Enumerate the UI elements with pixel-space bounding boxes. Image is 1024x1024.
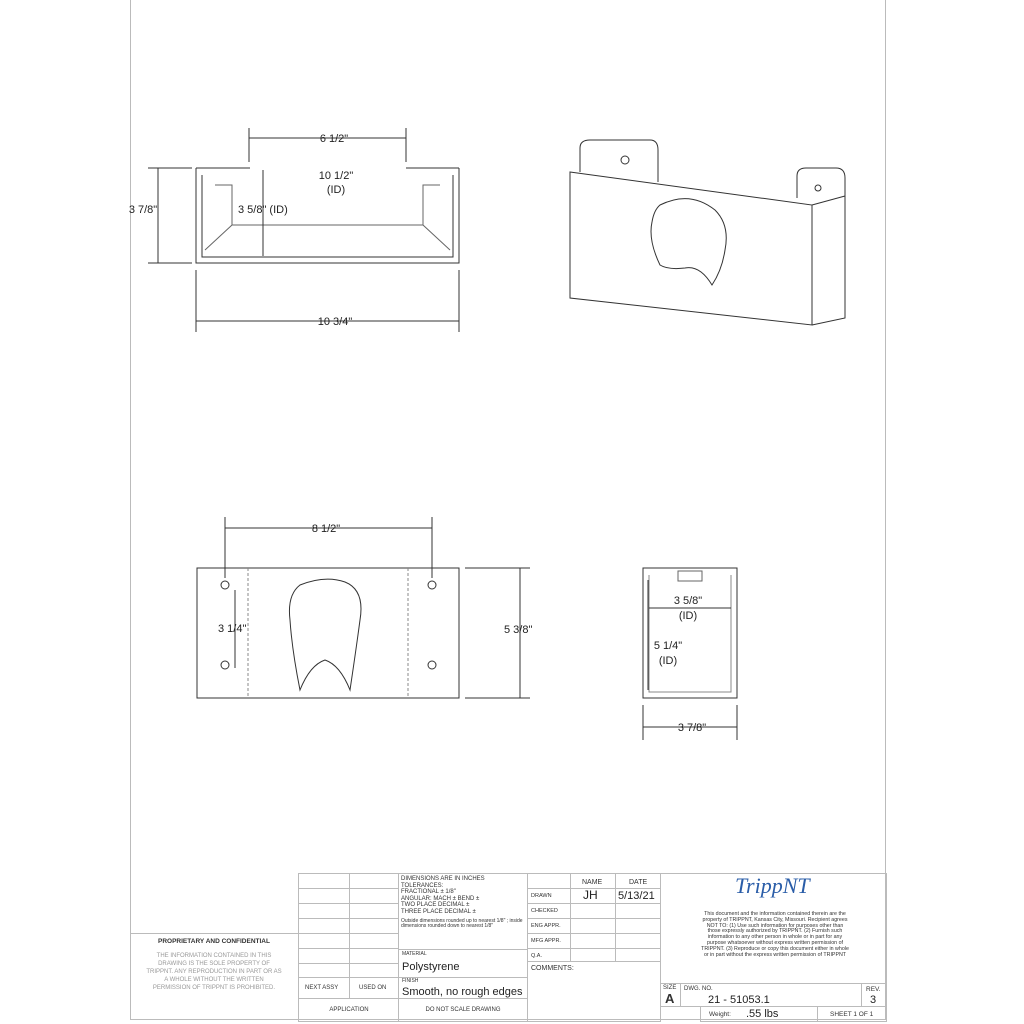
do-not-scale-note: DO NOT SCALE DRAWING bbox=[425, 1007, 501, 1013]
comments-label: COMMENTS: bbox=[531, 965, 574, 972]
used-on-label: USED ON bbox=[359, 985, 387, 991]
rev-label: REV. bbox=[866, 986, 881, 993]
dim-side-inner-height-note: (ID) bbox=[658, 655, 678, 667]
approval-label: MFG APPR. bbox=[531, 938, 561, 944]
dim-top-keyhole: 6 1/2" bbox=[319, 133, 349, 145]
size-label: SIZE bbox=[663, 985, 677, 991]
dim-side-inner-depth-note: (ID) bbox=[678, 610, 698, 622]
side-view bbox=[643, 568, 737, 740]
tol-line: DIMENSIONS ARE IN INCHES bbox=[401, 876, 485, 882]
dim-front-vertical: 3 1/4" bbox=[218, 623, 247, 635]
size-value: A bbox=[665, 991, 675, 1006]
approval-name: JH bbox=[583, 888, 598, 902]
dim-side-outer-depth: 3 7/8" bbox=[677, 722, 707, 734]
dim-side-inner-height: 5 1/4" bbox=[653, 640, 683, 652]
rounding-note: Outside dimensions rounded up to nearest 1/8" ; inside dimensions rounded down to nearest 1/8" bbox=[401, 917, 523, 930]
approval-label: DRAWN bbox=[531, 893, 552, 899]
approval-date: 5/13/21 bbox=[618, 890, 655, 902]
tol-line: FRACTIONAL ± 1/8" bbox=[401, 889, 456, 896]
dim-top-inner-length: 10 1/2" bbox=[318, 170, 354, 182]
tol-line: THREE PLACE DECIMAL ± bbox=[401, 908, 476, 915]
tol-line: ANGULAR: MACH ± BEND ± bbox=[401, 895, 480, 902]
notice-text: This document and the information contained therein are the property of TRIPPNT, Kansas City, Missouri. Recipient agrees NOT TO: (1) Use such information for purposes other than those expressly authorized by TRIPPNT. (2) Furnish such information to any other person in whole or in part for any purpose whatsoever without express written permission of TRIPPNT. (3) Reproduce or copy this document either in whole or in part without the express written permission of TRIPPNT bbox=[701, 911, 849, 958]
finish-label: FINISH bbox=[402, 978, 419, 984]
weight-value: .55 lbs bbox=[746, 1008, 779, 1020]
dim-top-inner-length-note: (ID) bbox=[326, 184, 346, 196]
dim-top-outer-length: 10 3/4" bbox=[317, 316, 353, 328]
tol-line: TOLERANCES: bbox=[401, 882, 444, 889]
weight-label: Weight: bbox=[709, 1011, 731, 1018]
isometric-view bbox=[570, 140, 845, 325]
trippnt-logo: TrippNT bbox=[735, 873, 810, 898]
proprietary-text: THE INFORMATION CONTAINED IN THIS DRAWING IS THE SOLE PROPERTY OF TRIPPNT. ANY REPRODUCTION IN PART OR AS A WHOLE WITHOUT THE WRITTEN PERMISSION OF TRIPPNT IS PROHIBITED. bbox=[146, 953, 282, 992]
front-view bbox=[197, 517, 533, 698]
dim-top-outer-depth: 3 7/8" bbox=[128, 204, 158, 216]
dim-side-inner-depth: 3 5/8" bbox=[673, 595, 703, 607]
proprietary-title: PROPRIETARY AND CONFIDENTIAL bbox=[158, 938, 270, 945]
dwg-no-value: 21 - 51053.1 bbox=[708, 994, 770, 1006]
sheet-number: SHEET 1 OF 1 bbox=[830, 1011, 874, 1018]
dim-top-inner-depth: 3 5/8" (ID) bbox=[238, 204, 288, 216]
date-header: DATE bbox=[629, 879, 648, 886]
name-header: NAME bbox=[582, 879, 603, 886]
dim-front-height: 5 3/8" bbox=[504, 624, 533, 636]
dim-front-keyhole: 8 1/2" bbox=[311, 523, 341, 535]
material-value: Polystyrene bbox=[402, 961, 460, 973]
top-view bbox=[148, 128, 459, 332]
approval-label: CHECKED bbox=[531, 908, 558, 914]
rev-value: 3 bbox=[870, 994, 877, 1006]
dwg-no-label: DWG. NO. bbox=[684, 986, 713, 992]
application-label: APPLICATION bbox=[329, 1007, 369, 1013]
approval-label: Q.A. bbox=[531, 953, 543, 959]
approval-label: ENG APPR. bbox=[531, 923, 561, 929]
tolerances-block bbox=[401, 876, 523, 930]
tol-line: TWO PLACE DECIMAL ± bbox=[401, 902, 470, 909]
next-assy-label: NEXT ASSY bbox=[305, 985, 339, 991]
finish-value: Smooth, no rough edges bbox=[402, 986, 523, 998]
material-label: MATERIAL bbox=[402, 951, 427, 957]
